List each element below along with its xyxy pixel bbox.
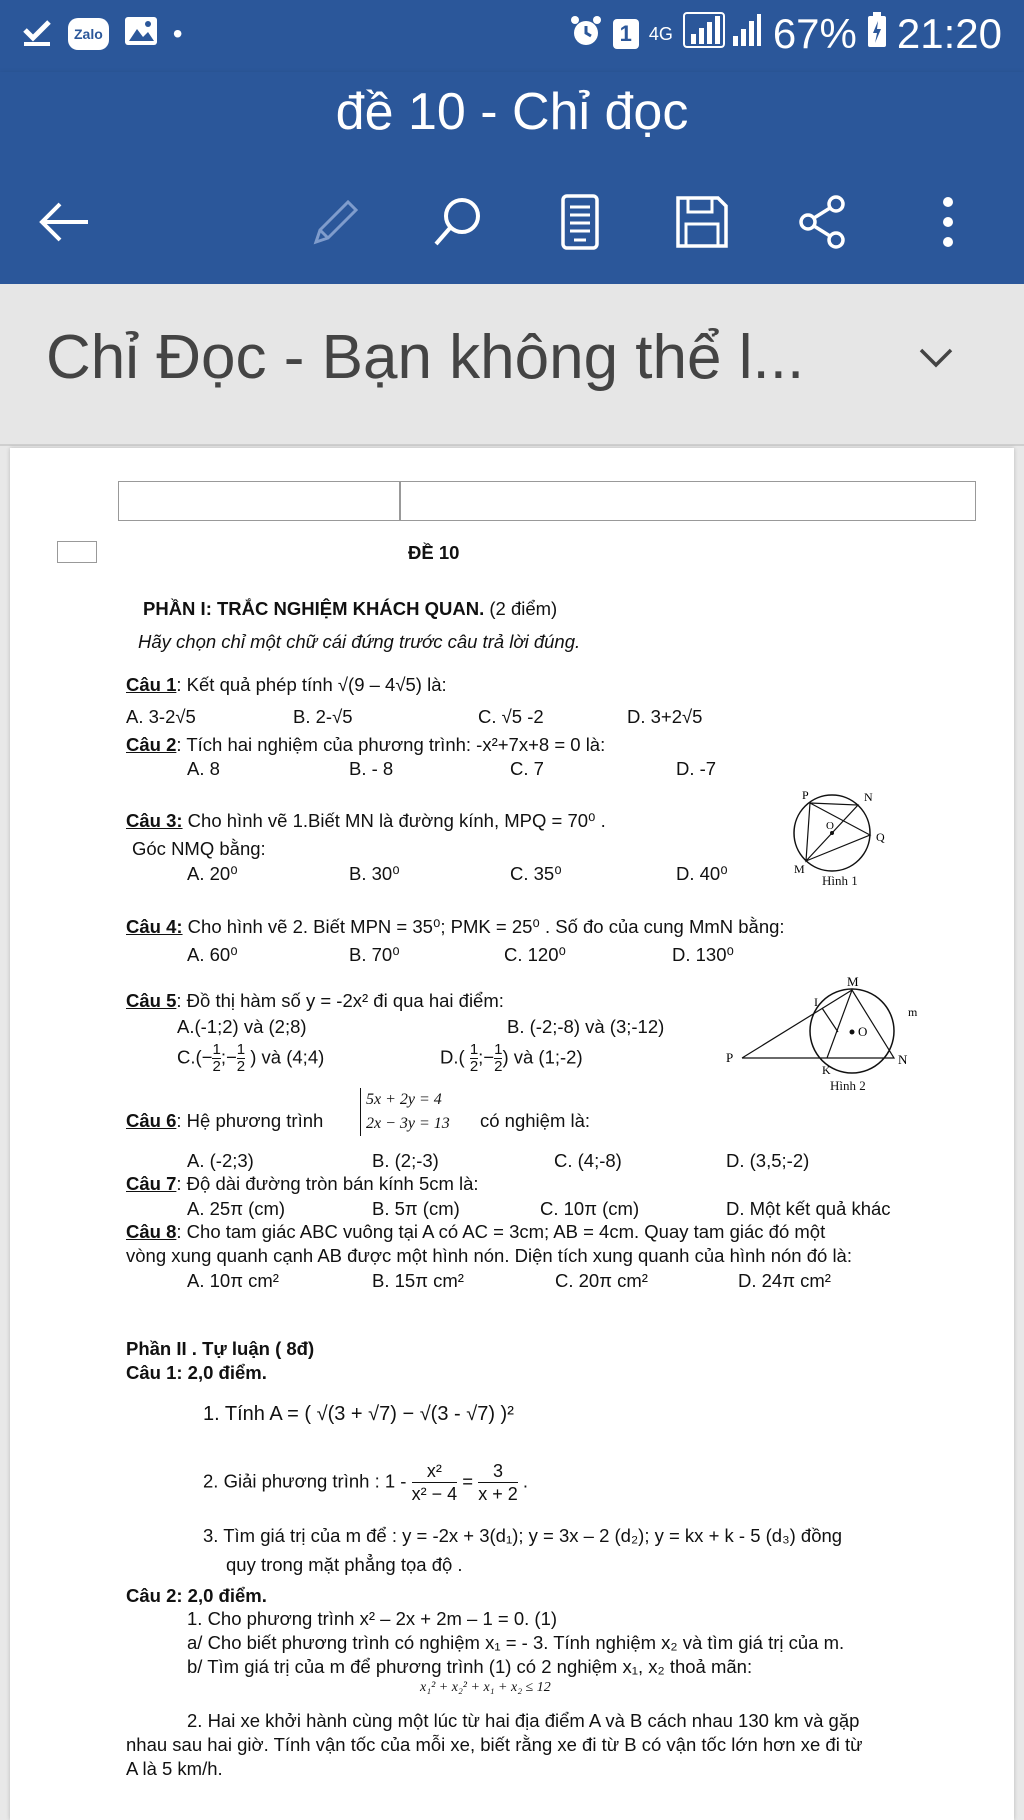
figure-1-caption: Hình 1 — [822, 873, 858, 888]
q6-text: : Hệ phương trình — [176, 1110, 324, 1131]
q3-label: Câu 3: — [126, 810, 183, 831]
c2-item-2: 2. Hai xe khởi hành cùng một lúc từ hai địa điểm A và B cách nhau 130 km và gặp — [187, 1710, 860, 1731]
share-icon — [796, 194, 852, 250]
more-options-button[interactable] — [908, 182, 988, 262]
q8-text-line2: vòng xung quanh cạnh AB được một hình nón. Diện tích xung quanh của hình nón đó là: — [126, 1245, 852, 1266]
expand-banner-button[interactable] — [918, 346, 954, 375]
toolbar — [0, 182, 1024, 262]
q7-option-b: B. 5π (cm) — [372, 1198, 460, 1219]
question-4 — [126, 916, 785, 938]
svg-text:Q: Q — [876, 830, 885, 844]
question-2 — [126, 734, 605, 756]
question-3 — [126, 810, 606, 832]
q5-option-b: B. (-2;-8) và (3;-12) — [507, 1016, 665, 1037]
svg-text:P: P — [802, 788, 809, 802]
q3-text-line2: Góc NMQ bằng: — [132, 838, 266, 859]
c1-frac1-num: x² — [412, 1460, 458, 1483]
q1-label: Câu 1 — [126, 674, 177, 695]
q7-label: Câu 7 — [126, 1173, 177, 1194]
q6-equation-1: 5x + 2y = 4 — [366, 1091, 442, 1108]
q6-label: Câu 6 — [126, 1110, 177, 1131]
q3-option-d: D. 40⁰ — [676, 863, 728, 884]
header-table-cell-right — [400, 481, 976, 521]
pencil-icon — [308, 194, 364, 250]
q8-label: Câu 8 — [126, 1221, 177, 1242]
q4-text: Cho hình vẽ 2. Biết MPN = 35⁰; PMK = 25⁰ . Số đo của cung MmN bằng: — [182, 916, 785, 937]
figure-2-caption: Hình 2 — [830, 1078, 866, 1093]
q6-system — [360, 1088, 450, 1136]
c1-item-2-prefix: 2. Giải phương trình : 1 - — [203, 1470, 407, 1492]
c2-item-2-line3: A là 5 km/h. — [126, 1758, 223, 1779]
svg-text:O: O — [826, 820, 834, 832]
q6-option-a: A. (-2;3) — [187, 1150, 254, 1171]
part1-instruction: Hãy chọn chỉ một chữ cái đứng trước câu trả lời đúng. — [138, 631, 581, 652]
c2-item-1: 1. Cho phương trình x² – 2x + 2m – 1 = 0. (1) — [187, 1608, 558, 1629]
q7-option-c: C. 10π (cm) — [540, 1198, 640, 1219]
c1-frac1-den: x² − 4 — [411, 1484, 458, 1504]
alarm-icon — [569, 10, 603, 58]
q4-option-d: D. 130⁰ — [672, 944, 734, 965]
more-notifications-icon: • — [172, 17, 183, 49]
c1-frac2-num: 3 — [478, 1460, 518, 1483]
q5-option-c: C.(− $\frac{1}{2}$ ;− $\frac{1}{2}$ ) và (4;4) — [177, 1041, 325, 1075]
question-6 — [126, 1110, 323, 1132]
q1-text: : Kết quả phép tính √(9 – 4√5) là: — [176, 674, 447, 695]
question-5 — [126, 990, 504, 1012]
more-vertical-icon — [938, 194, 958, 250]
save-icon — [674, 194, 730, 250]
q2-label: Câu 2 — [126, 734, 177, 755]
status-bar — [0, 0, 1024, 72]
c1-item-2-fraction-2 — [478, 1460, 518, 1505]
q6-option-b: B. (2;-3) — [372, 1150, 439, 1171]
q2-option-b: B. - 8 — [349, 758, 394, 779]
signal-icon — [683, 10, 763, 58]
clock: 21:20 — [896, 10, 1002, 57]
svg-text:P: P — [726, 1050, 734, 1065]
svg-text:N: N — [898, 1052, 908, 1067]
c1-item-3-line2: quy trong mặt phẳng tọa độ . — [226, 1554, 463, 1575]
battery-percent: 67% — [772, 10, 857, 57]
figure-2-diagram — [722, 976, 932, 1086]
q5-option-a: A.(-1;2) và (2;8) — [177, 1016, 307, 1037]
q5-option-c-suffix: ) và (4;4) — [250, 1046, 325, 1068]
q6-option-c: C. (4;-8) — [554, 1150, 622, 1171]
c1-item-3: 3. Tìm giá trị của m để : y = -2x + 3(d₁); y = 3x – 2 (d₂); y = kx + k - 5 (d₃) đồng — [203, 1525, 843, 1546]
read-only-banner[interactable] — [0, 284, 1024, 446]
q2-option-d: D. -7 — [676, 758, 717, 779]
q5-option-d-suffix: ) và (1;-2) — [502, 1046, 583, 1068]
header-table-cell-left — [118, 481, 400, 521]
margin-box — [57, 541, 97, 563]
q5-option-d: D.( $\frac{1}{2}$ ;− $\frac{1}{2}$ ) và (1;-2) — [440, 1041, 583, 1075]
back-arrow-icon — [34, 197, 94, 247]
c2-condition-formula: x₁² + x₂² + x₁ + x₂ ≤ 12 — [420, 1680, 551, 1695]
q5-text: : Đồ thị hàm số y = -2x² đi qua hai điểm: — [176, 990, 504, 1011]
part1-points: (2 điểm) — [489, 598, 558, 619]
q1-option-d: D. 3+2√5 — [627, 706, 703, 727]
back-button[interactable] — [24, 182, 104, 262]
c2-title: Câu 2: 2,0 điểm. — [126, 1585, 267, 1606]
c2-item-1b: b/ Tìm giá trị của m để phương trình (1) có 2 nghiệm x₁, x₂ thoả mãn: — [187, 1656, 753, 1677]
q5-label: Câu 5 — [126, 990, 177, 1011]
q4-option-a: A. 60⁰ — [187, 944, 238, 965]
c2-item-1a: a/ Cho biết phương trình có nghiệm x₁ = - 3. Tính nghiệm x₂ và tìm giá trị của m. — [187, 1632, 845, 1653]
q1-option-c: C. √5 -2 — [478, 706, 544, 727]
q8-option-d: D. 24π cm² — [738, 1270, 831, 1291]
zalo-icon: Zalo — [68, 18, 109, 50]
q3-option-c: C. 35⁰ — [510, 863, 562, 884]
q3-text: Cho hình vẽ 1.Biết MN là đường kính, MPQ = 70⁰ . — [182, 810, 606, 831]
svg-text:N: N — [864, 790, 873, 804]
q1-option-a: A. 3-2√5 — [126, 706, 196, 727]
part1-title: PHẦN I: TRẮC NGHIỆM KHÁCH QUAN. — [143, 598, 485, 619]
c1-frac2-den: x + 2 — [478, 1484, 518, 1504]
part2-title: Phần II . Tự luận ( 8đ) — [126, 1338, 315, 1359]
svg-text:M: M — [847, 976, 859, 989]
gallery-icon — [123, 15, 159, 52]
q3-option-b: B. 30⁰ — [349, 863, 400, 884]
c2-item-2-line2: nhau sau hai giờ. Tính vận tốc của mỗi xe, biết rằng xe đi từ B có vận tốc lớn hơn xe đi từ — [126, 1734, 863, 1755]
q6-equation-2: 2x − 3y = 13 — [366, 1115, 450, 1132]
search-button[interactable] — [418, 182, 498, 262]
network-type: 4G — [648, 24, 673, 44]
q2-text: : Tích hai nghiệm của phương trình: -x²+7x+8 = 0 là: — [176, 734, 606, 755]
part1-header — [143, 598, 557, 620]
svg-text:I: I — [814, 995, 818, 1009]
document-page[interactable] — [10, 448, 1014, 1820]
q8-text: : Cho tam giác ABC vuông tại A có AC = 3cm; AB = 4cm. Quay tam giác đó một — [176, 1221, 826, 1242]
svg-text:m: m — [908, 1005, 918, 1019]
q7-option-d: D. Một kết quả khác — [726, 1198, 891, 1219]
q7-option-a: A. 25π (cm) — [187, 1198, 286, 1219]
q8-option-a: A. 10π cm² — [187, 1270, 279, 1291]
q1-option-b: B. 2-√5 — [293, 706, 353, 727]
svg-text:K: K — [822, 1063, 831, 1077]
read-only-message: Chỉ Đọc - Bạn không thể l... — [46, 323, 805, 392]
question-1 — [126, 674, 447, 696]
c1-title: Câu 1: 2,0 điểm. — [126, 1362, 267, 1383]
reading-view-button[interactable] — [540, 182, 620, 262]
c1-item-2-equals: = — [462, 1470, 474, 1492]
search-icon — [430, 194, 486, 250]
q2-option-a: A. 8 — [187, 758, 220, 779]
question-8 — [126, 1221, 825, 1243]
q8-option-b: B. 15π cm² — [372, 1270, 464, 1291]
question-7 — [126, 1173, 479, 1195]
q6-text-2: có nghiệm là: — [480, 1110, 591, 1131]
download-done-icon — [20, 14, 54, 53]
c1-item-1: 1. Tính A = ( √(3 + √7) − √(3 - √7) )² — [203, 1403, 514, 1425]
app-title-bar — [0, 72, 1024, 284]
q4-option-c: C. 120⁰ — [504, 944, 566, 965]
q6-option-d: D. (3,5;-2) — [726, 1150, 810, 1171]
q2-option-c: C. 7 — [510, 758, 544, 779]
q7-text: : Độ dài đường tròn bán kính 5cm là: — [176, 1173, 479, 1194]
svg-text:O: O — [858, 1024, 868, 1039]
share-button[interactable] — [784, 182, 864, 262]
sim-icon: 1 — [613, 19, 639, 49]
document-title: đề 10 - Chỉ đọc — [335, 83, 689, 141]
q4-option-b: B. 70⁰ — [349, 944, 400, 965]
mobile-view-icon — [560, 193, 600, 251]
edit-button[interactable] — [296, 182, 376, 262]
c1-item-2-fraction-1 — [412, 1460, 458, 1505]
exam-heading: ĐỀ 10 — [408, 542, 460, 563]
q8-option-c: C. 20π cm² — [555, 1270, 648, 1291]
q4-label: Câu 4: — [126, 916, 183, 937]
save-button[interactable] — [662, 182, 742, 262]
figure-1-diagram — [780, 783, 910, 883]
battery-icon — [867, 10, 887, 58]
chevron-down-icon — [918, 346, 954, 370]
c1-item-2: 2. Giải phương trình : 1 - $\frac{\text{x²}}{\text{x² − 4}}$ = $\frac{3}{x + 2}$ . — [203, 1461, 529, 1504]
q3-option-a: A. 20⁰ — [187, 863, 238, 884]
svg-text:M: M — [794, 862, 805, 876]
